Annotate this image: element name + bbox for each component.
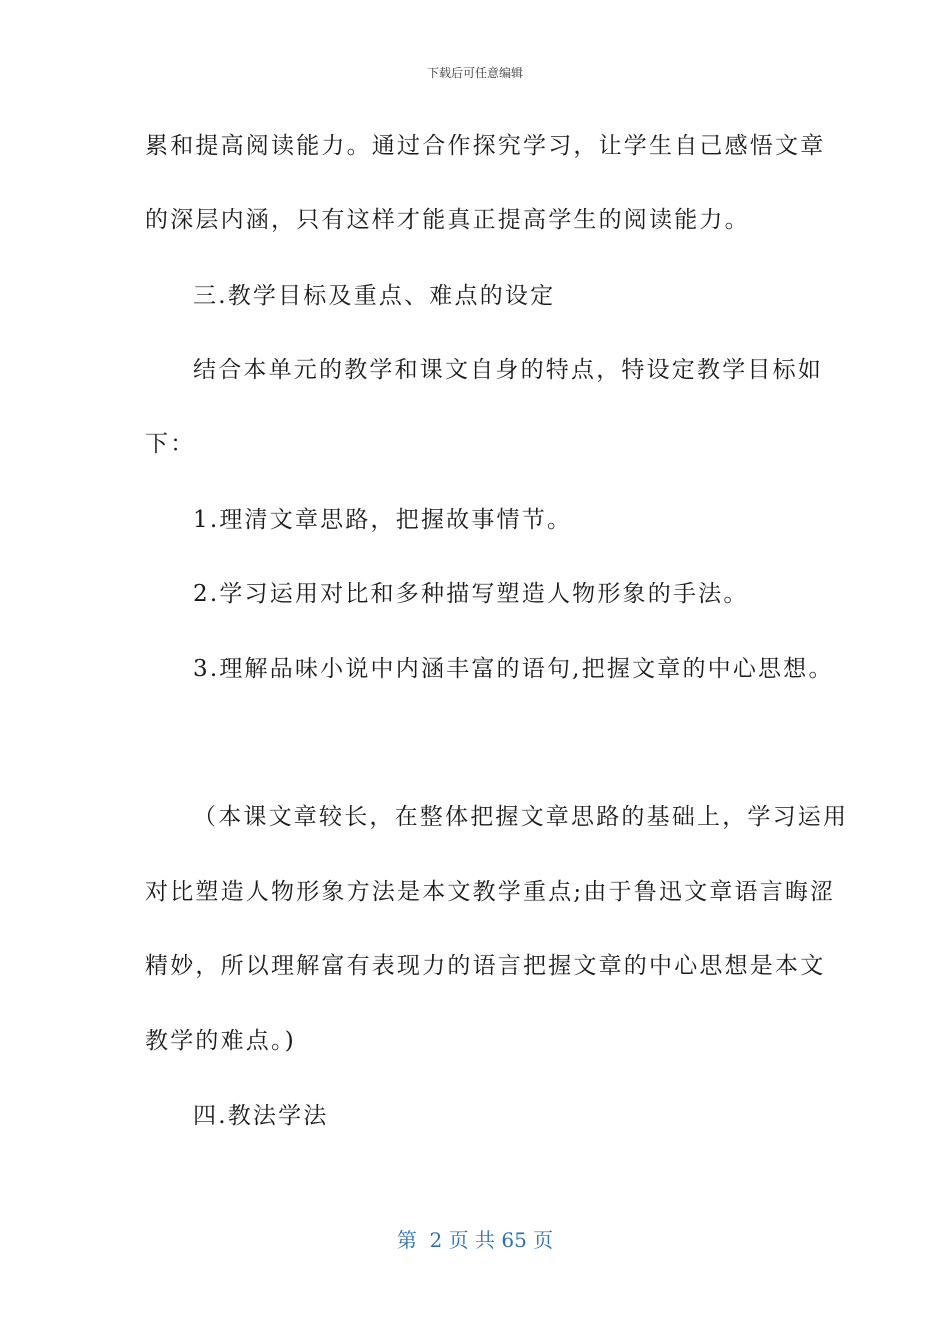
objective-item-1: 1.理清文章思路，把握故事情节。	[193, 507, 573, 533]
paragraph-line: 精妙，所以理解富有表现力的语言把握文章的中心思想是本文	[145, 953, 826, 979]
paragraph-line: 的深层内涵，只有这样才能真正提高学生的阅读能力。	[145, 207, 750, 233]
section-heading-methods: 四.教法学法	[193, 1103, 329, 1129]
paragraph-line: （本课文章较长，在整体把握文章思路的基础上，学习运用	[193, 804, 849, 830]
page-header-note: 下载后可任意编辑	[426, 66, 523, 80]
paragraph-line: 累和提高阅读能力。通过合作探究学习，让学生自己感悟文章	[145, 133, 826, 159]
paragraph-line: 结合本单元的教学和课文自身的特点，特设定教学目标如	[193, 357, 823, 383]
objective-item-2: 2.学习运用对比和多种描写塑造人物形象的手法。	[193, 581, 749, 607]
paragraph-line: 下：	[145, 431, 196, 457]
paragraph-line: 对比塑造人物形象方法是本文教学重点;由于鲁迅文章语言晦涩	[145, 879, 836, 905]
objective-item-3: 3.理解品味小说中内涵丰富的语句,把握文章的中心思想。	[193, 656, 834, 682]
section-heading-objectives: 三.教学目标及重点、难点的设定	[193, 283, 556, 309]
page-number: 第 2 页 共 65 页	[396, 1228, 554, 1252]
paragraph-line: 教学的难点。)	[145, 1028, 296, 1054]
